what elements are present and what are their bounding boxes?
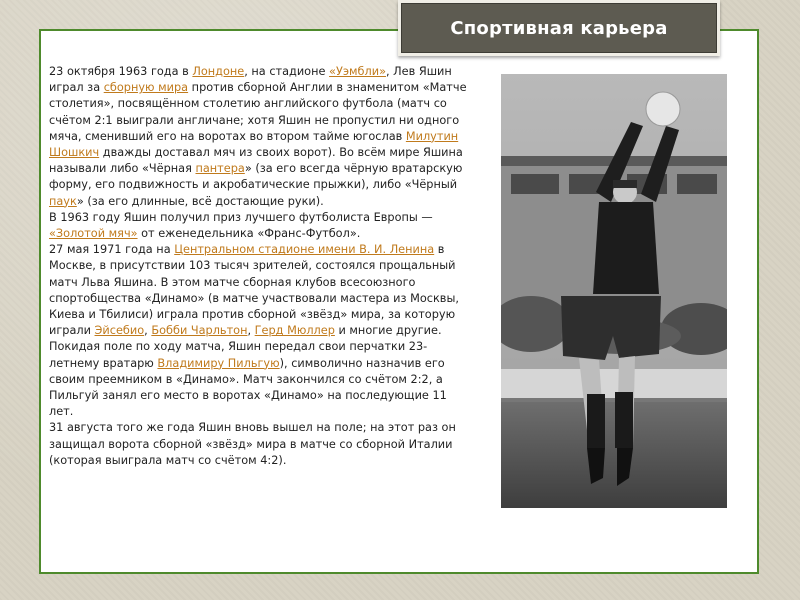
text-span: » (за его всегда чёрную вратарскую форму, его подвижность и акробатические прыжки), либо «Чёрный [49, 162, 463, 192]
text-link[interactable]: «Уэмбли» [329, 65, 386, 78]
paragraph [49, 64, 474, 210]
text-link[interactable]: паук [49, 194, 77, 208]
goalkeeper-photo [501, 74, 727, 508]
text-span: от еженедельника «Франс-Футбол». [137, 227, 361, 241]
text-span: 27 мая 1971 года на [49, 243, 175, 257]
text-span: ), символично назначив его своим преемником в «Динамо». Матч закончился со счётом 2:2, а Пильгуй занял его место в воротах «Динамо» на последующие 11 лет. [49, 356, 447, 419]
paragraph [49, 420, 474, 469]
text-span: , на стадионе [244, 65, 330, 78]
text-link[interactable]: Бобби Чарльтон [151, 324, 248, 338]
paragraph [49, 210, 474, 242]
body-text [49, 64, 474, 469]
text-link[interactable]: пантера [195, 162, 245, 176]
title-banner [401, 3, 717, 53]
text-span: 31 августа того же года Яшин вновь вышел на поле; на этот раз он защищал ворота сборной «звёзд» мира в матче со сборной Италии (которая выиграла матч со счётом 4:2). [49, 421, 456, 467]
text-link[interactable]: Милутин Шошкич [49, 129, 459, 160]
text-link[interactable]: Герд Мюллер [254, 324, 335, 338]
paragraph [49, 242, 474, 420]
goalkeeper-photo-drawing [501, 74, 727, 508]
text-span: , Лев Яшин играл за [49, 65, 452, 95]
text-span: против сборной Англии в знаменитом «Матче столетия», посвящённом столетию английского футбола (матч со счётом 2:1 выиграли англичане; хотя Яшин не пропустил ни одного мяча, сменивший его на воротах во втором тайме югослав [49, 81, 467, 143]
text-span: , [247, 324, 255, 338]
text-span: в Москве, в присутствии 103 тысяч зрителей, состоялся прощальный матч Льва Яшина. В этом матче сборная клубов всесоюзного спортобщества «Динамо» (в матче участвовали мастера из Москвы, Киева и Тбилиси) играла против сборной «звёзд» мира, за которую играли [49, 243, 459, 338]
text-span: и многие другие. Покидая поле по ходу матча, Яшин передал свои перчатки 23-летнему вратарю [49, 324, 442, 370]
text-link[interactable]: Лондоне [192, 65, 245, 78]
text-span: » (за его длинные, всё достающие руки). [76, 194, 324, 208]
title-box [398, 0, 720, 56]
text-span: 23 октября 1963 года в [49, 65, 193, 78]
text-span: , [144, 324, 152, 338]
text-link[interactable]: Эйсебио [94, 324, 145, 338]
text-link[interactable]: «Золотой мяч» [49, 227, 138, 241]
text-link[interactable]: Центральном стадионе имени В. И. Ленина [174, 243, 435, 257]
slide-title: Спортивная карьера [450, 17, 668, 39]
text-span: В 1963 году Яшин получил приз лучшего футболиста Европы — [49, 210, 433, 224]
text-span: дважды доставал мяч из своих ворот). Во всём мире Яшина называли либо «Чёрная [49, 146, 463, 176]
text-link[interactable]: сборную мира [103, 81, 189, 95]
text-link[interactable]: Владимиру Пильгую [157, 356, 280, 370]
